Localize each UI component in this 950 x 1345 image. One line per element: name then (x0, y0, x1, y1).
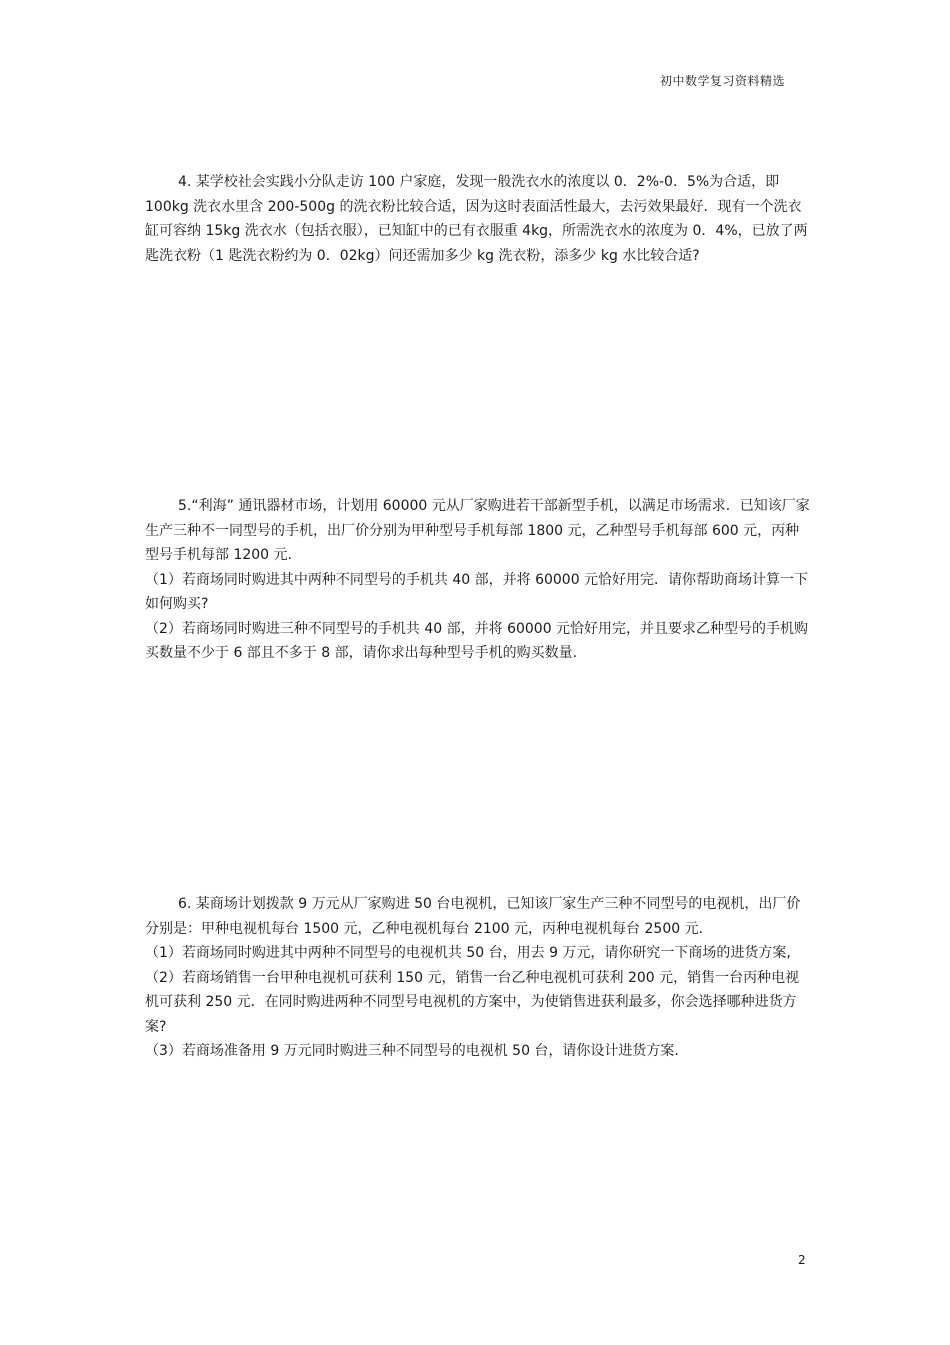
page-header: 初中数学复习资料精选 (660, 74, 786, 88)
problem-6-part-2: （2）若商场销售一台甲种电视机可获利 150 元，销售一台乙种电视机可获利 200 元，销售一台丙种电视机可获利 250 元．在同时购进两种不同型号电视机的方案中，为使销售进获利最多，你会选择哪种进货方案? (145, 969, 800, 1035)
problem-5-part-1: （1）若商场同时购进其中两种不同型号的手机共 40 部，并将 60000 元恰好用完．请你帮助商场计算一下如何购买? (145, 571, 809, 612)
problem-4-statement: 4. 某学校社会实践小分队走访 100 户家庭，发现一般洗衣水的浓度以 0．2%-0．5%为合适，即 100kg 洗衣水里含 200-500g 的洗衣粉比较合适，因为这时表面活性最大，去污效果最好．现有一个洗衣缸可容纳 15kg 洗衣水（包括衣服），已知缸中的已有衣服重 4kg，所需洗衣水的浓度为 0．4%，已放了两匙洗衣粉（1 匙洗衣粉约为 0．02kg）问还需加多少 kg 洗衣粉，添多少 kg 水比较合适? (145, 174, 808, 264)
problem-6-part-1: （1）若商场同时购进其中两种不同型号的电视机共 50 台，用去 9 万元，请你研究一下商场的进货方案, (145, 945, 791, 961)
problem-4 (145, 170, 810, 268)
problem-6-statement: 6. 某商场计划拨款 9 万元从厂家购进 50 台电视机，已知该厂家生产三种不同型号的电视机，出厂价分别是：甲种电视机每台 1500 元，乙种电视机每台 2100 元，丙种电视机每台 2500 元. (145, 896, 801, 937)
problem-6-part-3: （3）若商场准备用 9 万元同时购进三种不同型号的电视机 50 台，请你设计进货方案. (145, 1043, 679, 1059)
problem-6 (145, 892, 810, 1064)
problem-5-part-2: （2）若商场同时购进三种不同型号的手机共 40 部，并将 60000 元恰好用完，并且要求乙种型号的手机购买数量不少于 6 部且不多于 8 部，请你求出每种型号手机的购买数量. (145, 620, 809, 661)
problem-5-statement: 5.“利海” 通讯器材市场，计划用 60000 元从厂家购进若干部新型手机，以满足市场需求．已知该厂家生产三种不一同型号的手机，出厂价分别为甲种型号手机每部 1800 元，乙种型号手机每部 600 元，丙种型号手机每部 1200 元. (145, 498, 810, 563)
page-number: 2 (798, 1253, 806, 1267)
problem-5 (145, 494, 810, 666)
